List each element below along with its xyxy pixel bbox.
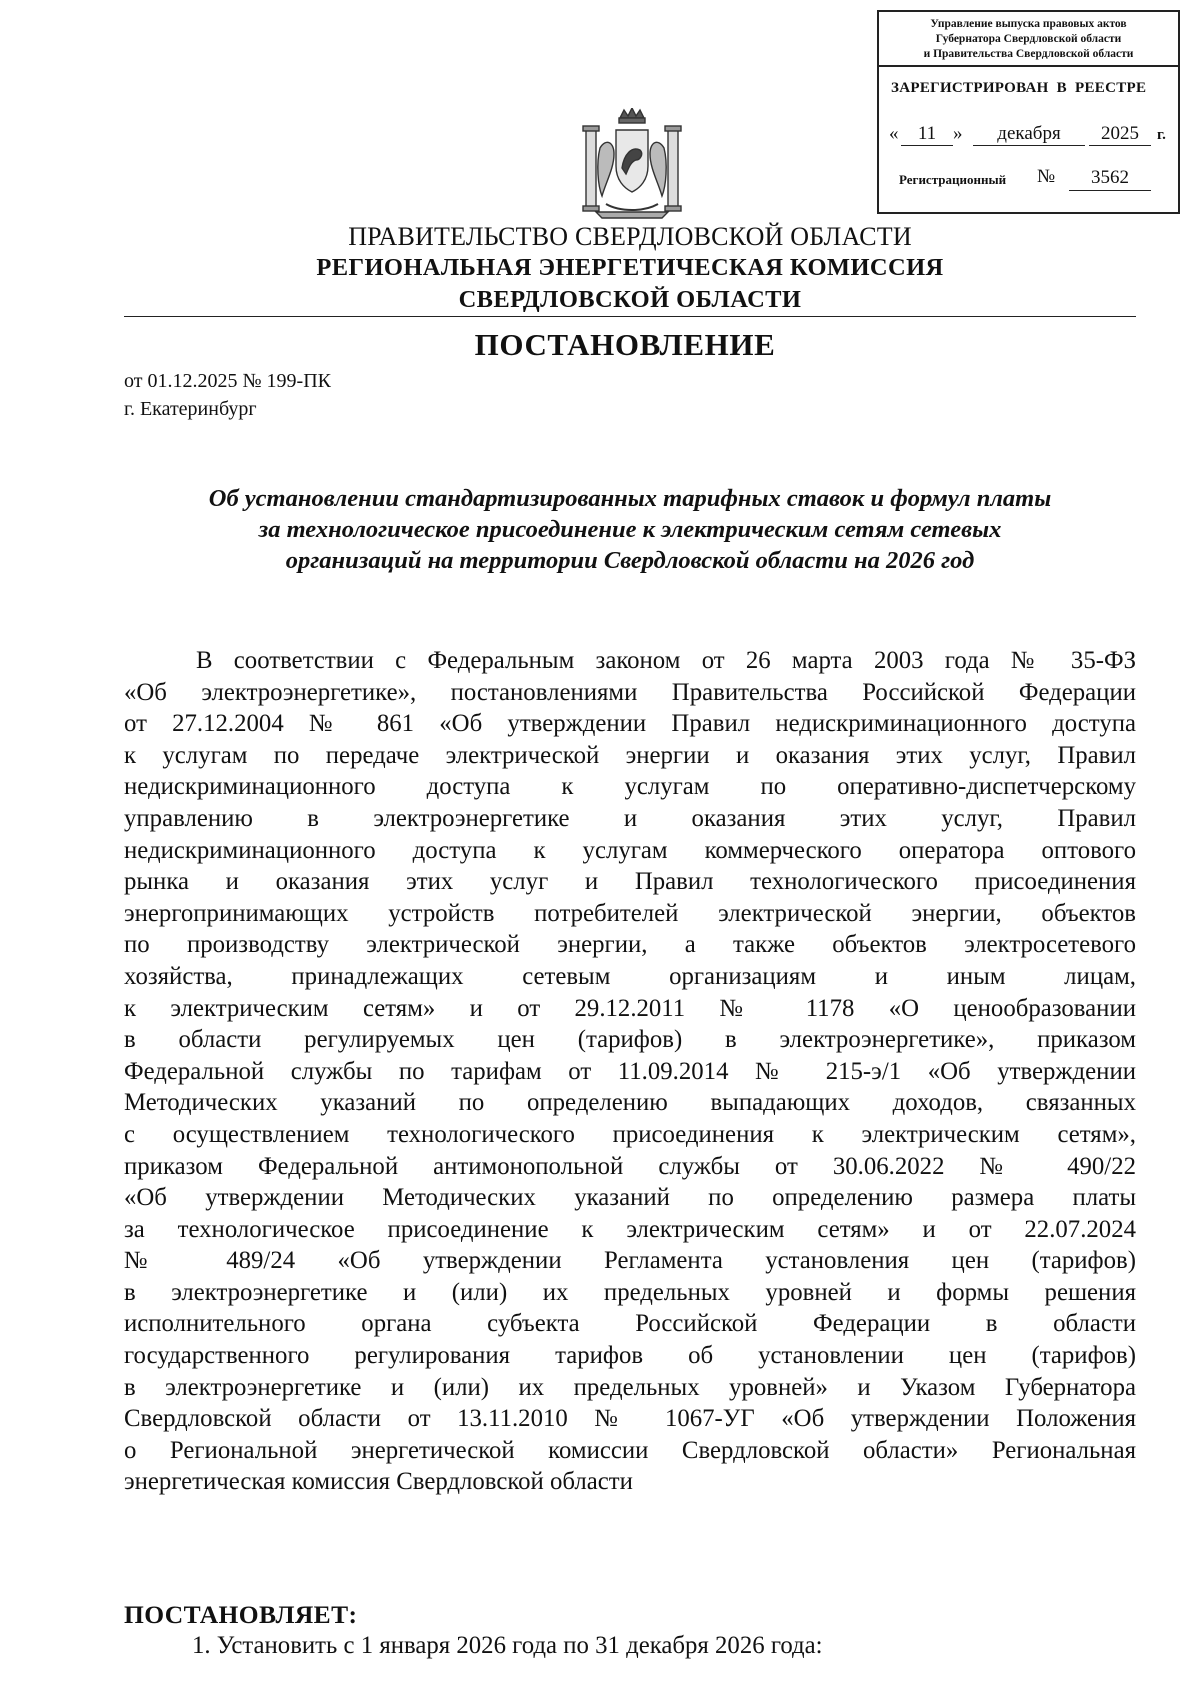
stamp-header-line: Управление выпуска правовых актов [930,18,1127,30]
document-number: от 01.12.2025 № 199-ПК [124,370,332,392]
body-line: с осуществлением технологического присоединения к электрическим сетям», [124,1120,1136,1148]
resolves-heading: ПОСТАНОВЛЯЕТ: [124,1600,358,1629]
body-line: приказом Федеральной антимонопольной службы от 30.06.2022 № 490/22 [124,1152,1136,1180]
stamp-date-month: декабря [973,123,1085,146]
stamp-date-open-quote: « [889,123,899,144]
body-line: в электроэнергетике и (или) их предельных уровней» и Указом Губернатора [124,1373,1136,1401]
body-line: в области регулируемых цен (тарифов) в электроэнергетике», приказом [124,1026,1136,1054]
body-line: «Об электроэнергетике», постановлениями Правительства Российской Федерации [124,678,1136,706]
stamp-date-suffix: г. [1157,127,1166,143]
stamp-number-sign: № [1037,166,1056,187]
registration-stamp [877,10,1180,214]
stamp-date-close-quote: » [953,123,963,144]
government-name: ПРАВИТЕЛЬСТВО СВЕРДЛОВСКОЙ ОБЛАСТИ [348,222,912,251]
body-line: энергопринимающих устройств потребителей электрической энергии, объектов [124,899,1136,927]
body-line: № 489/24 «Об утверждении Регламента установления цен (тарифов) [124,1247,1136,1275]
commission-name-line2: СВЕРДЛОВСКОЙ ОБЛАСТИ [458,286,802,313]
body-line: о Региональной энергетической комиссии Свердловской области» Региональная [124,1436,1136,1464]
stamp-date [889,123,1174,153]
stamp-date-day: 11 [901,123,953,146]
header-divider [124,316,1136,317]
body-line: исполнительного органа субъекта Российской Федерации в области [124,1310,1136,1338]
stamp-registered-label: ЗАРЕГИСТРИРОВАН В РЕЕСТРЕ [891,80,1147,96]
stamp-header-line: и Правительства Свердловской области [923,48,1134,60]
title-line: организаций на территории Свердловской области на 2026 год [285,547,975,574]
body-line: Свердловской области от 13.11.2010 № 1067-УГ «Об утверждении Положения [124,1405,1136,1433]
coat-of-arms-icon [570,108,694,220]
body-line: Методических указаний по определению выпадающих доходов, связанных [124,1089,1136,1117]
stamp-number-label: Регистрационный [899,172,1007,187]
body-line: хозяйства, принадлежащих сетевым организациям и иным лицам, [124,962,1136,990]
body-line: энергетическая комиссия Свердловской области [124,1468,633,1496]
clause-1: 1. Установить с 1 января 2026 года по 31 декабря 2026 года: [192,1632,823,1659]
body-line: к услугам по передаче электрической энергии и оказания этих услуг, Правил [124,741,1136,769]
body-line: за технологическое присоединение к электрическим сетям» и от 22.07.2024 [124,1215,1136,1243]
body-line: недискриминационного доступа к услугам по оперативно-диспетчерскому [124,773,1136,801]
title-line: за технологическое присоединение к электрическим сетям сетевых [258,516,1002,543]
body-line: от 27.12.2004 № 861 «Об утверждении Правил недискриминационного доступа [124,710,1136,738]
body-line: к электрическим сетям» и от 29.12.2011 № 1178 «О ценообразовании [124,994,1136,1022]
preamble-paragraph [124,645,1136,1498]
stamp-header [879,12,1178,67]
body-line: по производству электрической энергии, а также объектов электросетевого [124,931,1136,959]
body-line: в электроэнергетике и (или) их предельных уровней и формы решения [124,1278,1136,1306]
stamp-number-value: 3562 [1069,166,1151,191]
body-line: «Об утверждении Методических указаний по определению размера платы [124,1184,1136,1212]
stamp-header-line: Губернатора Свердловской области [935,33,1122,45]
body-line: Федеральной службы по тарифам от 11.09.2014 № 215-э/1 «Об утверждении [124,1057,1136,1085]
body-line: недискриминационного доступа к услугам коммерческого оператора оптового [124,836,1136,864]
document-city: г. Екатеринбург [124,398,257,420]
body-line: В соответствии с Федеральным законом от 26 марта 2003 года № 35-ФЗ [196,647,1136,674]
commission-name-line1: РЕГИОНАЛЬНАЯ ЭНЕРГЕТИЧЕСКАЯ КОМИССИЯ [316,254,944,281]
document-type: ПОСТАНОВЛЕНИЕ [474,327,776,362]
body-line: государственного регулирования тарифов об установлении цен (тарифов) [124,1342,1136,1370]
body-line: управлению в электроэнергетике и оказания этих услуг, Правил [124,804,1136,832]
body-line: рынка и оказания этих услуг и Правил технологического присоединения [124,868,1136,896]
document-title [124,483,1136,576]
stamp-date-year: 2025 [1089,123,1151,146]
title-line: Об установлении стандартизированных тарифных ставок и формул платы [208,485,1052,512]
